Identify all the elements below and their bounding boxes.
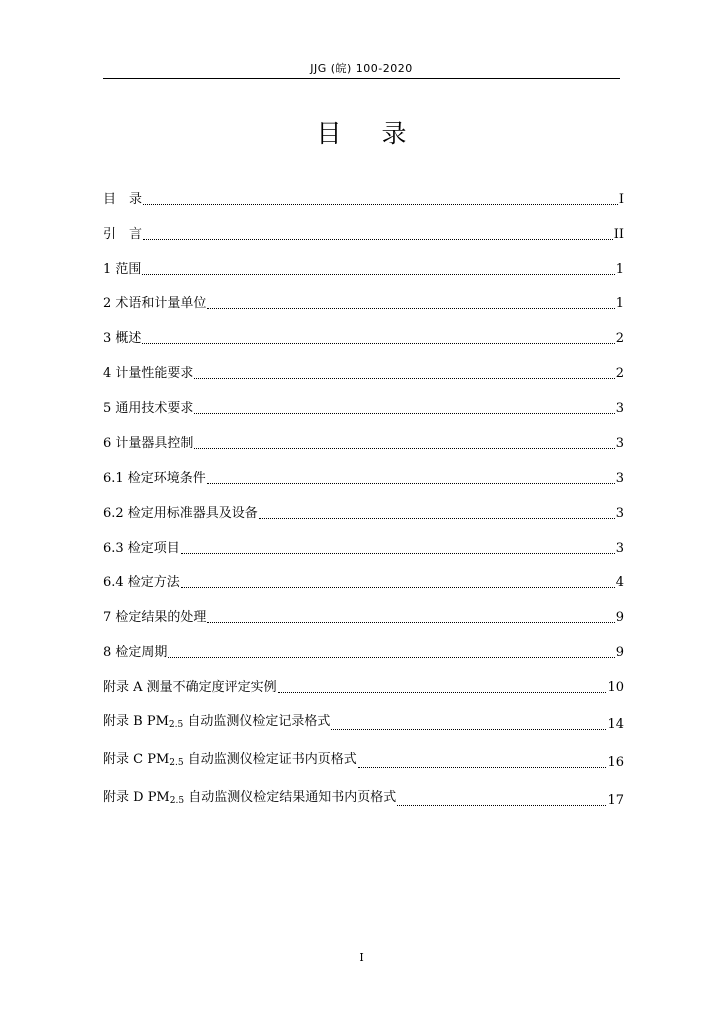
toc-label-subscript: 2.5 <box>168 720 184 730</box>
toc-entry-label: 1 范围 <box>103 262 142 277</box>
toc-entry-page: 3 <box>615 506 624 521</box>
toc-entry-appendix-d[interactable] <box>103 787 624 809</box>
toc-entry-label <box>103 752 357 771</box>
toc-dot-leader <box>397 797 606 806</box>
toc-entry-contents[interactable] <box>103 186 624 208</box>
toc-entry-section-4[interactable] <box>103 360 624 382</box>
toc-entry-section-1[interactable] <box>103 256 624 278</box>
toc-entry-page: 3 <box>615 471 624 486</box>
toc-entry-page: 4 <box>615 575 624 590</box>
toc-entry-label <box>103 790 396 809</box>
toc-label-suffix: 自动监测仪检定记录格式 <box>183 714 331 729</box>
toc-entry-label: 6 计量器具控制 <box>103 436 194 451</box>
toc-entry-label: 7 检定结果的处理 <box>103 610 207 625</box>
toc-dot-leader <box>181 545 615 554</box>
page-number: I <box>359 951 364 964</box>
toc-label-prefix: 附录 C PM <box>103 752 170 767</box>
toc-entry-page: 1 <box>615 296 624 311</box>
toc-entry-introduction[interactable] <box>103 221 624 243</box>
toc-dot-leader <box>194 370 614 379</box>
toc-entry-page: 9 <box>615 610 624 625</box>
toc-entry-section-6-1[interactable] <box>103 465 624 487</box>
toc-dot-leader <box>358 759 607 768</box>
toc-dot-leader <box>259 510 615 519</box>
toc-dot-leader <box>181 579 615 588</box>
toc-dot-leader <box>207 475 615 484</box>
toc-dot-leader <box>207 614 614 623</box>
toc-dot-leader <box>194 405 614 414</box>
toc-dot-leader <box>278 684 607 693</box>
toc-entry-label: 6.2 检定用标准器具及设备 <box>103 506 258 521</box>
toc-label-subscript: 2.5 <box>169 796 185 806</box>
toc-entry-section-5[interactable] <box>103 395 624 417</box>
toc-label-subscript: 2.5 <box>169 758 184 768</box>
toc-entry-page: 3 <box>615 401 624 416</box>
toc-entry-page: 2 <box>615 366 624 381</box>
toc-entry-page: 3 <box>615 541 624 556</box>
toc-label-suffix: 自动监测仪检定证书内页格式 <box>183 752 357 767</box>
toc-entry-section-6-3[interactable] <box>103 535 624 557</box>
toc-entry-section-8[interactable] <box>103 639 624 661</box>
toc-dot-leader <box>207 300 614 309</box>
toc-label-prefix: 附录 D PM <box>103 790 170 805</box>
toc-label-prefix: 附录 B PM <box>103 714 169 729</box>
toc-entry-page: 9 <box>615 645 624 660</box>
toc-entry-page: 3 <box>615 436 624 451</box>
toc-dot-leader <box>331 721 606 730</box>
toc-entry-label: 2 术语和计量单位 <box>103 296 207 311</box>
toc-entry-section-6[interactable] <box>103 430 624 452</box>
toc-entry-label: 6.4 检定方法 <box>103 575 180 590</box>
toc-dot-leader <box>143 231 613 240</box>
page-title: 目 录 <box>316 119 423 148</box>
toc-entry-page: 1 <box>615 262 624 277</box>
toc-entry-page: 14 <box>607 717 624 732</box>
toc-entry-section-7[interactable] <box>103 604 624 626</box>
toc-entry-section-6-4[interactable] <box>103 569 624 591</box>
toc-dot-leader <box>142 266 614 275</box>
toc-entry-label: 6.3 检定项目 <box>103 541 180 556</box>
running-header: JJG (皖) 100-2020 <box>310 62 413 75</box>
toc-entry-page: 16 <box>607 755 624 770</box>
toc-entry-label: 引 言 <box>103 227 143 242</box>
toc-entry-page: 2 <box>615 331 624 346</box>
toc-dot-leader <box>168 649 614 658</box>
toc-entry-label <box>103 714 330 733</box>
toc-label-suffix: 自动监测仪检定结果通知书内页格式 <box>184 790 397 805</box>
toc-entry-page: II <box>613 227 624 242</box>
header-rule <box>103 78 620 79</box>
toc-dot-leader <box>143 196 618 205</box>
toc-entry-section-6-2[interactable] <box>103 500 624 522</box>
toc-entry-label: 附录 A 测量不确定度评定实例 <box>103 680 277 695</box>
toc-entry-label: 3 概述 <box>103 331 142 346</box>
toc-entry-label: 目 录 <box>103 192 143 207</box>
toc-entry-appendix-c[interactable] <box>103 749 624 771</box>
toc-dot-leader <box>194 440 614 449</box>
toc-entry-label: 5 通用技术要求 <box>103 401 194 416</box>
toc-entry-appendix-b[interactable] <box>103 711 624 733</box>
toc-entry-label: 4 计量性能要求 <box>103 366 194 381</box>
toc-entry-page: I <box>618 192 624 207</box>
toc-entry-label: 8 检定周期 <box>103 645 168 660</box>
toc-entry-label: 6.1 检定环境条件 <box>103 471 206 486</box>
toc-entry-page: 10 <box>607 680 624 695</box>
toc-entry-appendix-a[interactable] <box>103 674 624 696</box>
toc-dot-leader <box>142 335 614 344</box>
toc-entry-page: 17 <box>607 793 624 808</box>
toc-entry-section-3[interactable] <box>103 325 624 347</box>
toc-entry-section-2[interactable] <box>103 290 624 312</box>
